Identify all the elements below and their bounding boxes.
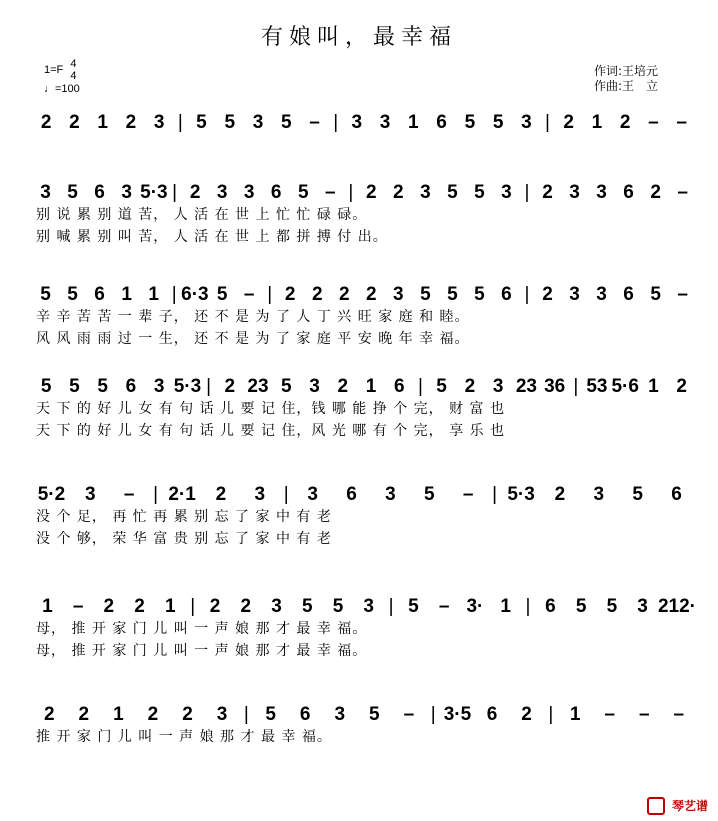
watermark-text: 琴艺谱 [671, 798, 708, 813]
note: 5 [424, 484, 435, 505]
note: 1 [408, 112, 419, 133]
lyric-line: 母， 推 开 家 门 儿 叫 一 声 娘 那 才 最 幸 福。 [36, 643, 368, 659]
time-signature-bottom: 4 [70, 70, 77, 82]
note: 3 [252, 112, 264, 133]
note: 2 [69, 112, 80, 133]
note: 3 [385, 484, 396, 505]
bar-line: | [388, 596, 394, 617]
bar-line: | [525, 596, 531, 617]
note: 1 [42, 596, 53, 617]
note: 3 [593, 484, 605, 505]
note: 1 [148, 284, 159, 305]
note: 3 [243, 182, 255, 203]
note: 3 [569, 284, 580, 305]
note: – [309, 112, 320, 133]
note: – [324, 182, 336, 203]
note: 1 [97, 112, 108, 133]
note: 5 [224, 112, 236, 133]
note: 6 [94, 182, 105, 203]
note: 3 [521, 112, 532, 133]
note: 2 [182, 704, 193, 725]
note: 5 [40, 376, 52, 397]
note: 5 [265, 704, 276, 725]
bar-line: | [548, 704, 554, 725]
note: – [604, 704, 615, 725]
note: 5 [280, 112, 292, 133]
note: 2 [189, 182, 201, 203]
note: 5 [196, 112, 207, 133]
note: 2 [619, 112, 631, 133]
score-system [32, 280, 696, 350]
note-row [32, 280, 696, 306]
bar-line: | [417, 376, 423, 397]
note-row [32, 178, 696, 204]
note: 2 [125, 112, 137, 133]
bar-line: | [171, 284, 177, 305]
lyric-line: 别 说 累 别 道 苦， 人 活 在 世 上 忙 忙 碌 碌。 [36, 207, 368, 223]
note: 5·2 [37, 484, 66, 505]
note: 1 [569, 704, 581, 725]
key-signature: 1=F [44, 63, 64, 76]
note: 3·5 [443, 704, 472, 725]
note: 6 [486, 704, 498, 725]
note: 5 [40, 284, 51, 305]
note: 3 [40, 182, 51, 203]
note: 5 [408, 596, 419, 617]
bar-line: | [267, 284, 273, 305]
lyric-line: 天 下 的 好 儿 女 有 句 话 儿 要 记 住，钱 哪 能 挣 个 完， 财 富 也 [36, 401, 506, 417]
note: 2 [521, 704, 532, 725]
note: 5 [97, 376, 108, 397]
note: 3 [637, 596, 648, 617]
lyricist: 作词:王培元 [594, 64, 659, 78]
note: 3 [309, 376, 320, 397]
bar-line: | [243, 704, 249, 725]
note: 2 [40, 112, 52, 133]
note: 5 [436, 376, 447, 397]
time-signature-top: 4 [70, 58, 77, 70]
bar-line: | [524, 182, 530, 203]
note: – [638, 704, 650, 725]
note: 2 [338, 284, 350, 305]
note: 5 [632, 484, 643, 505]
note: 3 [379, 112, 391, 133]
key-signature-block [44, 58, 80, 96]
lyric-line: 别 喊 累 别 叫 苦， 人 活 在 世 上 都 拼 搏 付 出。 [36, 229, 388, 245]
lyric-line: 没 个 足， 再 忙 再 累 别 忘 了 家 中 有 老 [36, 509, 332, 525]
bar-line: | [153, 484, 159, 505]
song-title: 有娘叫，最幸福 [260, 25, 457, 50]
note: 2 [366, 284, 377, 305]
bar-line: | [573, 376, 579, 397]
note: 1 [648, 376, 659, 397]
note: 5 [575, 596, 587, 617]
lyric-line: 母， 推 开 家 门 儿 叫 一 声 娘 那 才 最 幸 福。 [36, 621, 368, 637]
note: 1 [365, 376, 377, 397]
note: 3 [153, 376, 165, 397]
note: 1 [113, 704, 124, 725]
note: 6 [270, 182, 282, 203]
note: 5 [474, 182, 485, 203]
note: 5 [216, 284, 228, 305]
note: 5 [606, 596, 618, 617]
note: 3 [153, 112, 165, 133]
note: 2·1 [168, 484, 196, 505]
watermark-logo-icon [647, 797, 665, 815]
note: 6 [436, 112, 447, 133]
bar-line: | [348, 182, 354, 203]
note: 2 [103, 596, 115, 617]
note: 2 [215, 484, 227, 505]
note: 3 [596, 182, 607, 203]
note: 5 [280, 376, 292, 397]
lyric-line: 辛 辛 苦 苦 一 辈 子， 还 不 是 为 了 人 丁 兴 旺 家 庭 和 睦。 [36, 309, 470, 325]
note: 5 [474, 284, 485, 305]
note: 2 [147, 704, 159, 725]
note: 2 [43, 704, 55, 725]
score-system [32, 700, 696, 748]
note: 6 [125, 376, 137, 397]
note: 23 [515, 376, 537, 397]
note: – [438, 596, 450, 617]
note: 3 [254, 484, 266, 505]
note: 2 [337, 376, 349, 397]
score-system [32, 480, 696, 550]
lyric-line: 没 个 够， 荣 华 富 贵 别 忘 了 家 中 有 老 [36, 531, 332, 547]
note: 2 [311, 284, 323, 305]
note: 2 [134, 596, 145, 617]
note: 6·3 [181, 284, 209, 305]
note: 6 [94, 284, 105, 305]
note: 5 [332, 596, 344, 617]
note: 3 [393, 284, 404, 305]
note: 36 [544, 376, 566, 397]
note: 2 [464, 376, 476, 397]
bar-line: | [430, 704, 436, 725]
note: – [677, 182, 688, 203]
composer: 作曲:王 立 [594, 79, 659, 93]
note: 3 [85, 484, 96, 505]
lyric-line: 推 开 家 门 儿 叫 一 声 娘 那 才 最 幸 福。 [36, 729, 332, 745]
score-system [32, 592, 696, 662]
bar-line: | [283, 484, 289, 505]
bar-line: | [172, 182, 178, 203]
time-signature [70, 58, 76, 82]
note: – [403, 704, 415, 725]
note: 2 [542, 284, 553, 305]
note: 3 [501, 182, 512, 203]
note: 5·3 [140, 182, 168, 203]
note: 3 [596, 284, 607, 305]
lyric-line: 风 风 雨 雨 过 一 生， 还 不 是 为 了 家 庭 平 安 晚 年 幸 福。 [36, 331, 470, 347]
note: 3 [334, 704, 346, 725]
note: 3· [466, 596, 484, 617]
note: 3 [271, 596, 282, 617]
bar-line: | [333, 112, 339, 133]
note: 3 [216, 704, 228, 725]
note: 1 [591, 112, 603, 133]
note: 6 [623, 284, 634, 305]
note: 2 [240, 596, 252, 617]
note: – [673, 704, 685, 725]
note: 5 [297, 182, 309, 203]
note: 3 [569, 182, 580, 203]
lyric-line: 天 下 的 好 儿 女 有 句 话 儿 要 记 住，风 光 哪 有 个 完， 享 乐 也 [36, 423, 506, 439]
note: 5 [464, 112, 476, 133]
note: – [462, 484, 474, 505]
note: 5·6 [611, 376, 639, 397]
score-system [32, 108, 696, 134]
note: 5·3 [173, 376, 202, 397]
note-row [32, 372, 696, 398]
note: 5·3 [507, 484, 535, 505]
note: 5 [447, 182, 458, 203]
note: 2 [366, 182, 377, 203]
note: 5 [69, 376, 80, 397]
note: 2 [284, 284, 296, 305]
note: 1 [165, 596, 176, 617]
note: 6 [346, 484, 357, 505]
note: – [676, 112, 687, 133]
note: – [72, 596, 84, 617]
note-row [32, 700, 696, 726]
note: 5 [67, 284, 78, 305]
note: 2 [676, 376, 687, 397]
note: 2 [224, 376, 236, 397]
bar-line: | [177, 112, 183, 133]
note: 2 [554, 484, 566, 505]
note: 3 [121, 182, 132, 203]
note: 53 [586, 376, 608, 397]
note: 1 [500, 596, 511, 617]
note: 5 [447, 284, 458, 305]
note: 212· [657, 596, 696, 617]
note-row [32, 480, 696, 506]
note: 2 [78, 704, 90, 725]
note: – [677, 284, 688, 305]
score-system [32, 372, 696, 442]
note: – [648, 112, 659, 133]
note: 2 [209, 596, 221, 617]
note: – [243, 284, 255, 305]
note: 6 [671, 484, 682, 505]
note: 2 [542, 182, 553, 203]
note: 3 [216, 182, 228, 203]
note: 5 [67, 182, 78, 203]
note: 2 [393, 182, 404, 203]
watermark [647, 797, 708, 816]
score-system [32, 178, 696, 248]
note: 6 [623, 182, 634, 203]
bar-line: | [190, 596, 196, 617]
note: 6 [394, 376, 405, 397]
note: 1 [121, 284, 132, 305]
note-row [32, 108, 696, 134]
note: 3 [492, 376, 504, 397]
note: 2 [563, 112, 574, 133]
note: – [123, 484, 135, 505]
note: 3 [351, 112, 363, 133]
note: 23 [247, 376, 269, 397]
bar-line: | [545, 112, 550, 133]
note: 6 [545, 596, 556, 617]
bar-line: | [492, 484, 498, 505]
note-row [32, 592, 696, 618]
bar-line: | [524, 284, 530, 305]
note: 5 [492, 112, 504, 133]
credits [594, 64, 658, 94]
note: 5 [369, 704, 380, 725]
note: 3 [363, 596, 374, 617]
note: 5 [420, 284, 431, 305]
note: 2 [650, 182, 661, 203]
note: 3 [307, 484, 318, 505]
bar-line: | [206, 376, 212, 397]
note: 5 [650, 284, 661, 305]
note: 6 [501, 284, 512, 305]
note: 5 [301, 596, 313, 617]
tempo-mark: ♩=100 [44, 83, 80, 95]
note: 3 [420, 182, 431, 203]
note: 6 [299, 704, 311, 725]
